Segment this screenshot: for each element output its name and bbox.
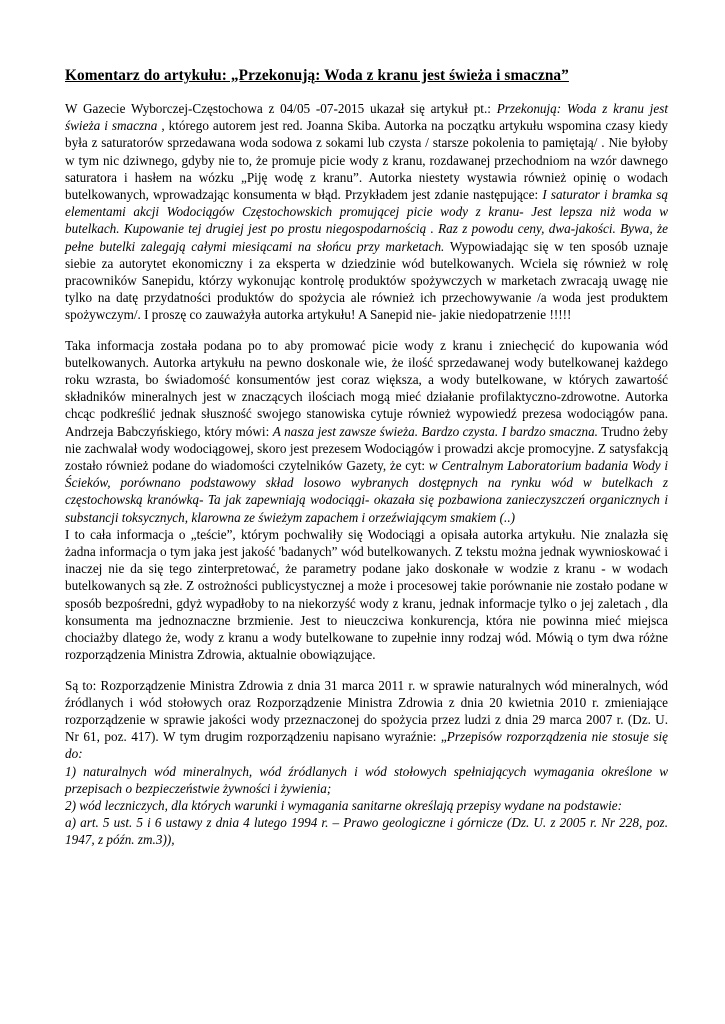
p1-text-a: W Gazecie Wyborczej-Częstochowa z 04/05 -07-2015 ukazał się artykuł pt.: (65, 101, 497, 116)
p1-quote: I saturator i bramka są elementami akcji Wodociągów Częstochowskich promującej picie wody z kranu- Jest lepsza niż woda w butelkach. Kupowanie tej drugiej jest po prostu niegospodarnością . Raz z powodu ceny, dwa-jakości. Bywa, że pełne butelki zalegają całymi miesiącami na słońcu przy marketach. (65, 187, 668, 254)
p4-item-1-text: 1) naturalnych wód mineralnych, wód źródlanych i wód stołowych spełniających wymagania określone w przepisach o bezpieczeństwie żywności i żywienia; (65, 763, 668, 796)
p2-quote-laboratory: w Centralnym Laboratorium badania Wody i Ścieków, porównano podstawowy skład losowo wybranych dostępnych na rynku wód w butelkach z częstochowską kranówką- Ta jak zapewniają wodociągi- okazała się pozbawiona zanieczyszczeń organicznych i substancji toksycznych, klarowna ze świeżym zapachem i orzeźwiającym smakiem (..) (65, 458, 668, 525)
paragraph-1 (65, 100, 668, 324)
document-title: Komentarz do artykułu: „Przekonują: Woda z kranu jest świeża i smaczna” (65, 67, 569, 84)
p1-text-c: , którego autorem jest red. Joanna Skiba. Autorka na początku artykułu wspomina czasy kiedy była z saturatorów sprzedawana woda sodowa z sokami lub czysta / starsze pokolenia to pamiętają/ . Nie byłoby w tym nic dziwnego, gdyby nie to, że promuje picie wody z kranu, rozdawanej przechodniom na wzór dawnego saturatora i hasłem na wózku „Piję wodę z kranu”. Autorka niestety wystawia również opinię o wodach butelkowanych, wprowadzając konsumenta w błąd. Przykładem jest zdanie następujące: (65, 118, 668, 203)
p2-text-c: Trudno żeby nie zachwalał wody wodociągowej, skoro jest prezesem Wodociągów i prowadzi akcje promocyjne. Z satysfakcją zostało również podane do wiadomości czytelników Gazety, że cyt: (65, 423, 668, 474)
p4-item-1 (65, 763, 668, 797)
paragraph-4 (65, 677, 668, 763)
p4-item-a-text: a) art. 5 ust. 5 i 6 ustawy z dnia 4 lutego 1994 r. – Prawo geologiczne i górnicze (Dz. U. z 2005 r. Nr 228, poz. 1947, z późn. zm.3)), (65, 815, 668, 848)
paragraph-3: I to cała informacja o „teście”, którym pochwaliły się Wodociągi a opisała autorka artykułu. Nie znalazła się żadna informacja o tym jaka jest jakość 'badanych” wód butelkowanych. Z tekstu można jednak wywnioskować i inaczej nie da się tego zinterpretować, że parametry podane jako doskonałe w wodzie z kranu - w wodach butelkowanych są złe. Z ostrożności publicystycznej a może i procesowej takie porównanie nie zostało podane w sposób bezpośredni, gdyż wypadłoby to na niekorzyść wody z kranu, jednak informacje tylko o jej zaletach , dla konsumenta ma jednoznaczne brzmienie. Jest to nieuczciwa konkurencja, która nie powinna mieć miejsca chociażby dlatego że, wody z kranu a wody butelkowane to zupełnie inny rodzaj wód. Mówią o tym dwa różne rozporządzenia Ministra Zdrowia, aktualnie obowiązujące. (65, 526, 668, 663)
p4-item-2-text: 2) wód leczniczych, dla których warunki i wymagania sanitarne określają przepisy wydane na podstawie: (65, 797, 622, 813)
p4-text-a: Są to: Rozporządzenie Ministra Zdrowia z dnia 31 marca 2011 r. w sprawie naturalnych wód mineralnych, wód źródlanych i wód stołowych oraz Rozporządzenie Ministra Zdrowia z dnia 20 kwietnia 2010 r. zmieniające rozporządzenie w sprawie jakości wody przeznaczonej do spożycia przez ludzi z dnia 29 marca 2007 r. (Dz. U. Nr 61, poz. 417). W tym drugim rozporządzeniu napisano wyraźnie: „ (65, 677, 668, 745)
p4-quote-intro: Przepisów rozporządzenia nie stosuje się do: (65, 729, 668, 762)
p1-text-e: Wypowiadając się w ten sposób uznaje siebie za autorytet ekonomiczny i za eksperta w dziedzinie wód butelkowanych. Wciela się również w rolę pracowników Sanepidu, którzy wykonując kontrolę produktów spożywczych w marketach zwracają uwagę nie tylko na datę przydatności produktów do spożycia ale również ich przechowywanie /a woda jest produktem spożywczym/. I proszę co zauważyła autorka artykułu! A Sanepid nie- jakie niedopatrzenie !!!!! (65, 238, 669, 323)
p4-item-a (65, 814, 668, 848)
paragraph-2 (65, 337, 668, 526)
p4-item-2 (65, 797, 668, 814)
p1-article-title: Przekonują: Woda z kranu jest świeża i smaczna (65, 101, 668, 134)
p2-quote-president: A nasza jest zawsze świeża. Bardzo czysta. I bardzo smaczna. (272, 423, 598, 439)
p2-text-a: Taka informacja została podana po to aby promować picie wody z kranu i zniechęcić do kupowania wód butelkowanych. Autorka artykułu na pewno doskonale wie, że ilość sprzedawanej wody butelkowanej każdego roku wzrasta, bo świadomość konsumentów jest coraz większa, a wody butelkowane, w których zawartość składników mineralnych jest w znaczących ilościach mogą mieć działanie profilaktyczno-zdrowotne. Autorka chcąc podkreślić jednak słuszność swojego stanowiska cytuje również wypowiedź prezesa wodociągów pana. Andrzeja Babczyńskiego, który mówi: (65, 337, 668, 439)
